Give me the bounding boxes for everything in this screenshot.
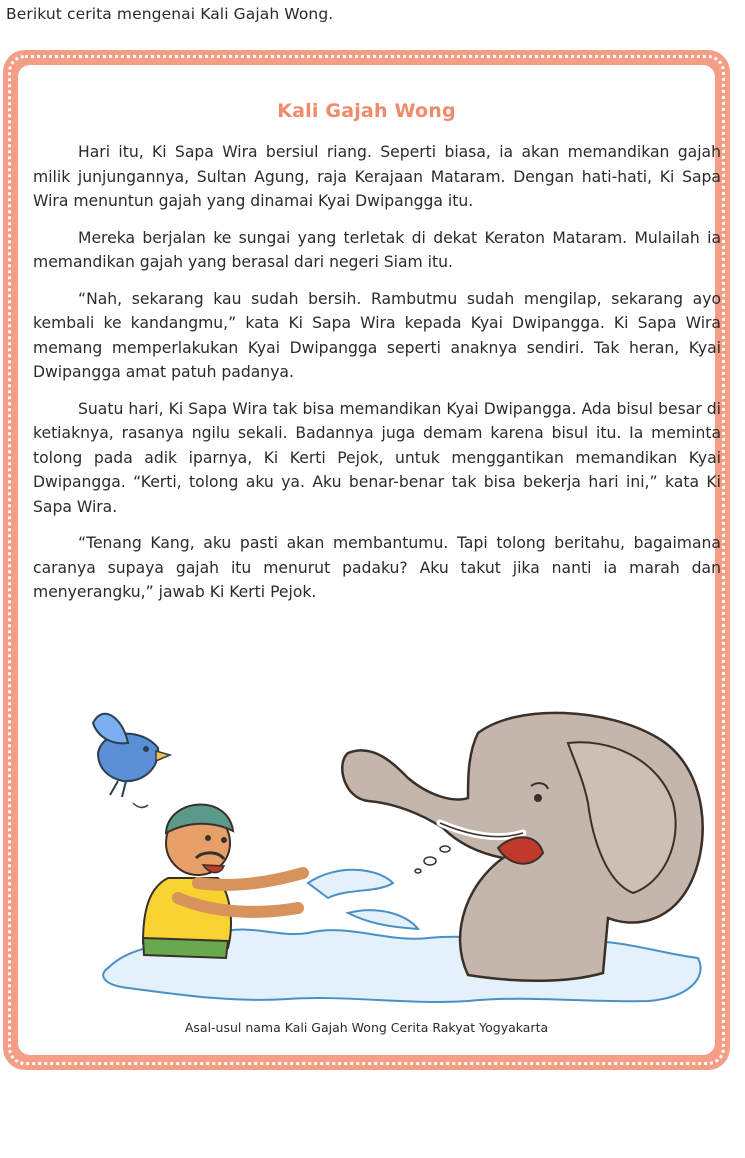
story-frame	[3, 50, 730, 1070]
story-paragraph-1: Hari itu, Ki Sapa Wira bersiul riang. Seperti biasa, ia akan memandikan gajah milik junjungannya, Sultan Agung, raja Kerajaan Mataram. Dengan hati-hati, Ki Sapa Wira menuntun gajah yang dinamai Kyai Dwipangga itu.	[33, 143, 721, 210]
story-panel	[18, 65, 721, 1055]
story-paragraph-3: “Nah, sekarang kau sudah bersih. Rambutmu sudah mengilap, sekarang ayo kembali ke kandangmu,” kata Ki Sapa Wira kepada Kyai Dwipangga. Ki Sapa Wira memang memperlakukan Kyai Dwipangga seperti anaknya sendiri. Tak heran, Kyai Dwipangga amat patuh padanya.	[33, 289, 721, 381]
story-paragraph-5: “Tenang Kang, aku pasti akan membantumu. Tapi tolong beritahu, bagaimana caranya supaya gajah itu menurut padaku? Aku takut jika nanti ia marah dan menyerangku,” jawab Ki Kerti Pejok.	[33, 534, 721, 601]
story-illustration	[48, 683, 708, 1023]
story-paragraph-2: Mereka berjalan ke sungai yang terletak di dekat Keraton Mataram. Mulailah ia memandikan gajah yang berasal dari negeri Siam itu.	[33, 228, 721, 271]
story-paragraph-4: Suatu hari, Ki Sapa Wira tak bisa memandikan Kyai Dwipangga. Ada bisul besar di ketiaknya, rasanya ngilu sekali. Badannya juga demam karena bisul itu. Ia meminta tolong pada adik iparnya, Ki Kerti Pejok, untuk menggantikan memandikan Kyai Dwipangga. “Kerti, tolong aku ya. Aku benar-benar tak bisa bekerja hari ini,” kata Ki Sapa Wira.	[33, 399, 721, 516]
intro-text: Berikut cerita mengenai Kali Gajah Wong.	[6, 5, 334, 23]
story-body	[33, 140, 721, 617]
story-title: Kali Gajah Wong	[277, 100, 456, 122]
illustration-caption: Asal-usul nama Kali Gajah Wong Cerita Rakyat Yogyakarta	[184, 1020, 549, 1035]
bird-illustration	[93, 714, 170, 808]
